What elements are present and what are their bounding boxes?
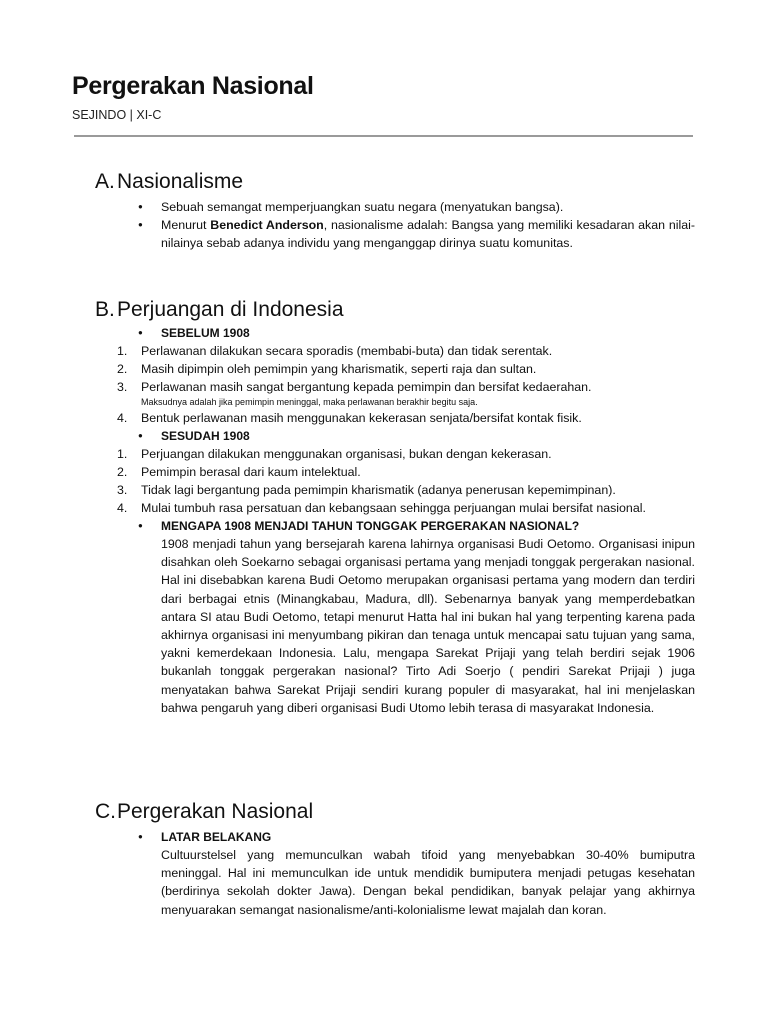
list-item — [95, 499, 695, 517]
item-text: Perlawanan dilakukan secara sporadis (membabi-buta) dan tidak serentak. — [141, 344, 553, 358]
list-item-after-1908 — [95, 427, 695, 445]
item-number: 4. — [117, 501, 128, 515]
document-title: Pergerakan Nasional — [72, 72, 314, 100]
bullet-text: Menurut — [161, 218, 211, 232]
bullet-list — [95, 324, 695, 342]
item-number: 2. — [117, 465, 128, 479]
numbered-list-after — [95, 445, 695, 517]
section-letter: B. — [95, 298, 115, 321]
item-text: Bentuk perlawanan masih menggunakan kekerasan senjata/bersifat kontak fisik. — [141, 411, 582, 425]
list-item — [95, 445, 695, 463]
bullet-text: , nasionalisme adalah: Bangsa yang memiliki kesadaran akan nilai-nilainya sebab adanya individu yang menganggap dirinya suatu komunitas. — [161, 218, 695, 250]
section-title: Perjuangan di Indonesia — [117, 298, 344, 321]
section-letter: C. — [95, 800, 116, 823]
horizontal-divider — [74, 135, 693, 137]
footnote: Maksudnya adalah jika pemimpin meninggal, maka perlawanan berakhir begitu saja. — [141, 397, 478, 407]
item-number: 1. — [117, 344, 128, 358]
list-item — [95, 342, 695, 360]
bullet-list — [95, 427, 695, 445]
list-item-why-1908 — [95, 517, 695, 717]
section-title: Nasionalisme — [117, 170, 244, 193]
item-number: 2. — [117, 362, 128, 376]
item-text: Masih dipimpin oleh pemimpin yang kharismatik, seperti raja dan sultan. — [141, 362, 537, 376]
item-text: Pemimpin berasal dari kaum intelektual. — [141, 465, 361, 479]
list-item — [95, 198, 695, 216]
document-subtitle: SEJINDO | XI-C — [72, 108, 162, 122]
list-item — [95, 409, 695, 427]
subheading: LATAR BELAKANG — [161, 830, 272, 844]
list-item — [95, 216, 695, 252]
item-text: Perjuangan dilakukan menggunakan organisasi, bukan dengan kekerasan. — [141, 447, 552, 461]
subheading: SEBELUM 1908 — [161, 326, 250, 340]
list-item-before-1908 — [95, 324, 695, 342]
section-title: Pergerakan Nasional — [117, 800, 314, 823]
list-item — [95, 360, 695, 378]
numbered-list-before-cont — [95, 409, 695, 427]
section-letter: A. — [95, 170, 115, 193]
section-perjuangan — [95, 297, 695, 717]
item-number: 4. — [117, 411, 128, 425]
section-heading — [95, 297, 695, 323]
paragraph: Cultuurstelsel yang memunculkan wabah tifoid yang menyebabkan 30-40% bumiputra meninggal. Hal ini memunculkan ide untuk mendidik bumiputera menjadi petugas kesehatan (berdirinya sekolah dokter Jawa). Dengan bekal pendidikan, banyak pelajar yang akhirnya menyuarakan semangat nasionalisme/anti-kolonialisme lewat majalah dan koran. — [161, 848, 695, 917]
item-number: 3. — [117, 380, 128, 394]
bullet-list — [95, 198, 695, 252]
section-nasionalisme — [95, 169, 695, 252]
section-heading — [95, 799, 695, 825]
bullet-list — [95, 828, 695, 919]
item-text: Mulai tumbuh rasa persatuan dan kebangsaan sehingga perjuangan mulai bersifat nasional. — [141, 501, 646, 515]
item-text: Tidak lagi bergantung pada pemimpin kharismatik (adanya penerusan kepemimpinan). — [141, 483, 616, 497]
list-item — [95, 481, 695, 499]
bullet-text: Sebuah semangat memperjuangkan suatu negara (menyatukan bangsa). — [161, 200, 564, 214]
bold-name: Benedict Anderson — [210, 218, 324, 232]
list-item — [95, 463, 695, 481]
item-number: 3. — [117, 483, 128, 497]
list-item-latar-belakang — [95, 828, 695, 919]
item-text: Perlawanan masih sangat bergantung kepada pemimpin dan bersifat kedaerahan. — [141, 380, 592, 394]
bullet-list — [95, 517, 695, 717]
paragraph: 1908 menjadi tahun yang bersejarah karena lahirnya organisasi Budi Oetomo. Organisasi inipun disahkan oleh Soekarno sebagai organisasi pertama yang menjadi tonggak pergerakan nasional. Hal ini disebabkan karena Budi Oetomo merupakan organisasi pertama yang modern dan terdiri dari berbagai etnis (Minangkabau, Madura, dll). Sebenarnya banyak yang memperdebatkan antara SI atau Budi Oetomo, tetapi menurut Hatta hal ini bukan hal yang terpenting karena pada akhirnya organisasi ini menyumbang pikiran dan tenaga untuk mencapai satu tujuan yang sama, yakni kemerdekaan Indonesia. Lalu, mengapa Sarekat Prijaji yang telah berdiri sejak 1906 bukanlah tonggak pergerakan nasional? Tirto Adi Soerjo ( pendiri Sarekat Prijaji ) juga menyatakan bahwa Sarekat Prijaji sendiri kurang populer di masyarakat, hal ini menjelaskan bahwa pengaruh yang diberi organisasi Budi Utomo lebih terasa di masyarakat Indonesia. — [161, 537, 695, 715]
subheading: SESUDAH 1908 — [161, 429, 250, 443]
section-heading — [95, 169, 695, 195]
subheading: MENGAPA 1908 MENJADI TAHUN TONGGAK PERGERAKAN NASIONAL? — [161, 519, 580, 533]
list-item — [95, 378, 695, 396]
item-number: 1. — [117, 447, 128, 461]
numbered-list-before — [95, 342, 695, 396]
section-pergerakan — [95, 799, 695, 919]
